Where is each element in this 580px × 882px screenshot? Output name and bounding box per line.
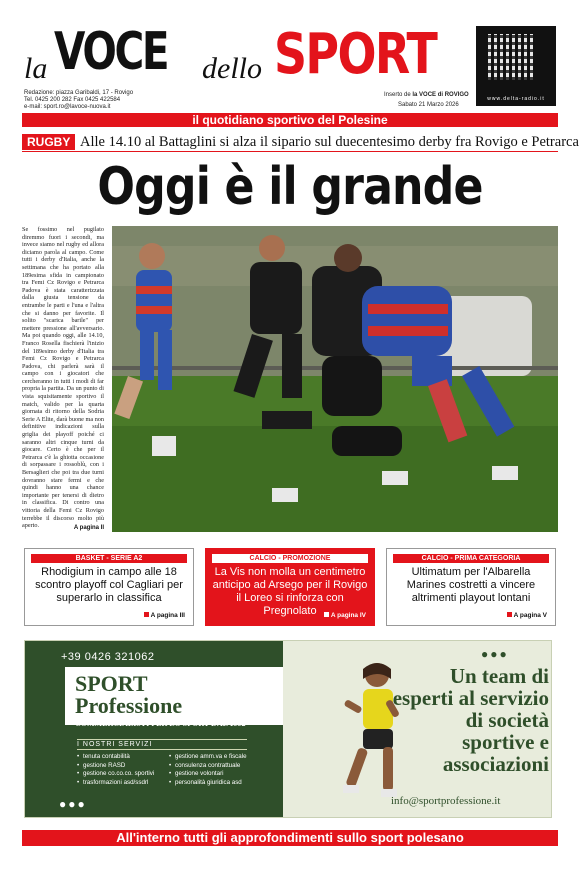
ad-email[interactable]: info@sportprofessione.it <box>391 795 501 807</box>
qr-code-icon <box>488 34 534 80</box>
inserto-note <box>384 92 469 98</box>
redazione-email: e-mail: sport.ro@lavoce-nuova.it <box>24 104 111 110</box>
teaser-page-link[interactable] <box>507 612 547 619</box>
redazione-phone: Tel. 0425 200 282 Fax 0425 422584 <box>24 97 121 103</box>
teaser-basket[interactable] <box>24 548 194 626</box>
teaser-tag: CALCIO - PROMOZIONE <box>212 554 368 563</box>
article-page-ref[interactable]: A pagina II <box>73 525 104 531</box>
square-bullet-icon <box>507 612 512 617</box>
teaser-headline: Rhodigium in campo alle 18 scontro playoff col Cagliari per superarlo in classifica <box>35 566 183 604</box>
teaser-page-label: A pagina III <box>150 612 185 619</box>
ad-services-left <box>77 753 154 787</box>
kicker-text: Alle 14.10 al Battaglini si alza il sipario sul duecentesimo derby fra Rovigo e Petrarca <box>80 134 579 150</box>
teaser-page-link[interactable] <box>324 612 366 619</box>
ad-service-item: • tenuta contabilità <box>77 753 154 762</box>
ad-title-professione: Professione <box>75 693 183 718</box>
section-tag: RUGBY <box>22 134 75 150</box>
ad-services-right <box>169 753 247 787</box>
teaser-tag: CALCIO - PRIMA CATEGORIA <box>393 554 549 563</box>
teaser-headline: La Vis non molla un centimetro anticipo ad Arsego per il Rovigo il Loreo si rinforza con Pregnolato <box>212 566 368 617</box>
tagline-band: il quotidiano sportivo del Polesine <box>22 113 558 127</box>
main-headline[interactable]: Oggi è il grande <box>97 157 483 217</box>
ad-title-sport: SPORT <box>75 671 148 696</box>
ad-service-item: • gestione volontari <box>169 770 247 779</box>
masthead <box>22 22 558 110</box>
ad-service-item: • personalità giuridica asd <box>169 779 247 788</box>
square-bullet-icon <box>324 612 329 617</box>
teaser-page-label: A pagina IV <box>330 612 366 619</box>
redazione-address: Redazione: piazza Garibaldi, 17 - Rovigo <box>24 90 134 96</box>
logo-sport: SPORT <box>274 22 437 87</box>
inserto-brand: la VOCE di ROVIGO <box>412 92 469 98</box>
dots-icon: ●●● <box>481 647 509 661</box>
logo-dello: dello <box>202 52 262 85</box>
bottom-banner: All'interno tutti gli approfondimenti sullo sport polesano <box>22 830 558 846</box>
teaser-calcio-promozione[interactable] <box>205 548 375 626</box>
square-bullet-icon <box>144 612 149 617</box>
ad-service-item: • gestione amm.va e fiscale <box>169 753 247 762</box>
ad-phone: +39 0426 321062 <box>61 651 155 663</box>
sport-professione-ad[interactable] <box>24 640 552 818</box>
rugby-scrum-illustration <box>112 226 558 532</box>
logo-voce: VOCE <box>54 22 168 82</box>
ad-service-item: • consulenza contrattuale <box>169 762 247 771</box>
ad-service-item: • gestione co.co.co. sportivi <box>77 770 154 779</box>
rugby-photo <box>112 226 558 532</box>
teaser-page-link[interactable] <box>144 612 185 619</box>
dots-icon: ●●● <box>59 797 87 811</box>
kicker <box>22 134 579 152</box>
ad-slogan: Un team di esperti al servizio di società sportive e associazioni <box>392 664 549 776</box>
inserto-prefix: Inserto de <box>384 92 411 98</box>
redazione-info <box>24 90 133 111</box>
teaser-calcio-prima[interactable] <box>386 548 556 626</box>
qr-url: www.delta-radio.it <box>487 96 545 102</box>
teaser-tag: BASKET - SERIE A2 <box>31 554 187 563</box>
qr-code[interactable] <box>476 26 556 106</box>
teaser-page-label: A pagina V <box>513 612 547 619</box>
ad-service-item: • gestione RASD <box>77 762 154 771</box>
issue-date: Sabato 21 Marzo 2026 <box>398 102 459 108</box>
ad-services-label: I NOSTRI SERVIZI <box>77 739 247 750</box>
teaser-headline: Ultimatum per l'Albarella Marines costretti a vincere altrimenti playout lontani <box>406 566 536 604</box>
article-body: Se fossimo nel pugilato diremmo fuori i secondi, ma invece siamo nel rugby ed allora diciamo parola al campo. Come tutti i derby d'Italia, anche la settimana che ha portato alla 189esima sfida in campionato tra Femi Cz Rovigo e Petrarca Padova è stata caratterizzata dalla giusta tensione da entrambe le parti e l'una e l'altra che si danno per favorite. Il solito "scarica barile" per mettere pressione all'avversario. Ma poi quando oggi, alle 14.10, Franco Rosella fischierà l'inizio del 189esimo derby d'Italia tra Femi Cz Rovigo e Petrarca Padova, chi parlerà sarà il campo con i giocatori che cercheranno in tutti i modi di far propria la partita. Da un punto di vista squisitamente sportivo il match, valido per la quarta giornata di ritorno della Sodria Serie A Elite, darà buone ma non definitive indicazioni sulla griglia dei playoff poiché ci saranno altri cinque turni da giocare. Certo è che per il Petrarca c'è la ghiotta occasione di sorpassare i rossoblù, con i Bersaglieri che poi tra due turni dovranno stare fermi e che quindi hanno una chance importante per tenersi di dietro in classifica. Di contro una vittoria della Femi Cz Rovigo terrebbe il discorso molto più aperto. <box>22 226 104 530</box>
logo-la: la <box>24 52 48 85</box>
ad-subtitle: COMMERCIALISTI PER LO SPORT DAL 1992 <box>75 719 246 728</box>
ad-service-item: • trasformazioni asd/ssdrl <box>77 779 154 788</box>
